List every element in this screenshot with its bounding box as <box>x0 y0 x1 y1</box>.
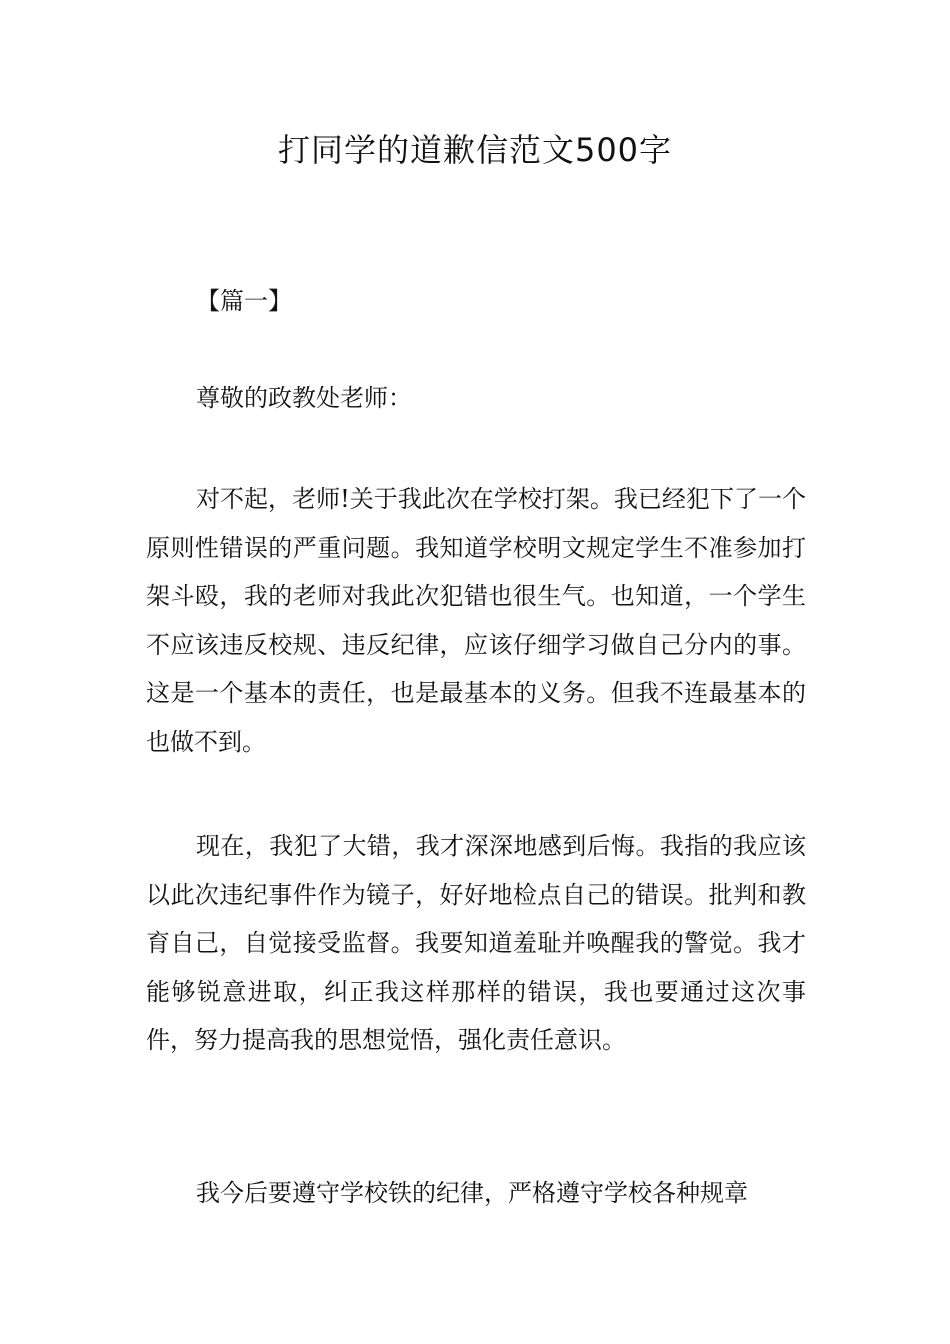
salutation: 尊敬的政教处老师： <box>196 384 412 412</box>
paragraph-1: 对不起，老师!关于我此次在学校打架。我已经犯下了一个原则性错误的严重问题。我知道学校明文规定学生不准参加打架斗殴，我的老师对我此次犯错也很生气。也知道，一个学生不应该违反校规、违反纪律，应该仔细学习做自己分内的事。这是一个基本的责任，也是最基本的义务。但我不连最基本的也做不到。 <box>146 485 806 756</box>
paragraph-3: 我今后要遵守学校铁的纪律，严格遵守学校各种规章 <box>196 1179 748 1207</box>
section-heading: 【篇一】 <box>196 287 292 315</box>
document-title: 打同学的道歉信范文500字 <box>277 131 673 169</box>
paragraph-2: 现在，我犯了大错，我才深深地感到后悔。我指的我应该以此次违纪事件作为镜子，好好地检点自己的错误。批判和教育自己，自觉接受监督。我要知道羞耻并唤醒我的警觉。我才能够锐意进取，纠正我这样那样的错误，我也要通过这次事件，努力提高我的思想觉悟，强化责任意识。 <box>146 832 806 1054</box>
